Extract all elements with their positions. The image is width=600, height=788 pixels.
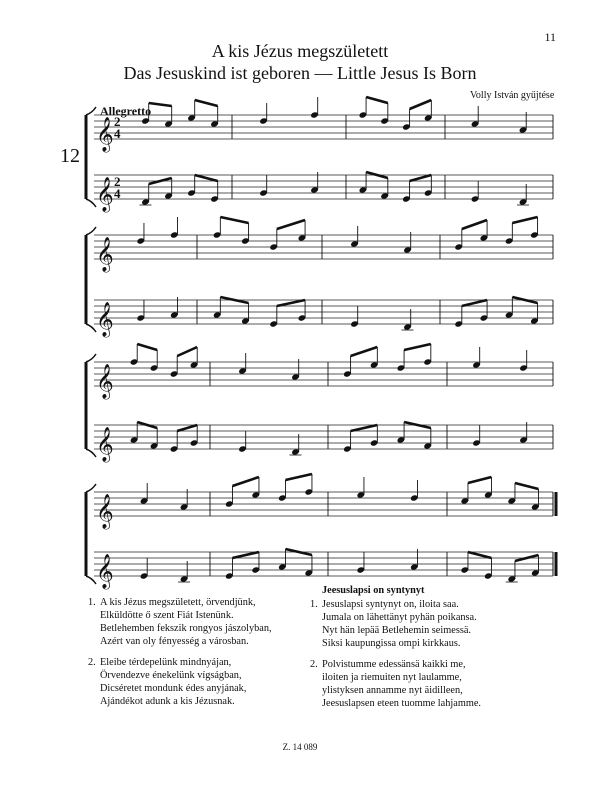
lyric-text: A kis Jézus megszületett, örvendjünk,	[100, 597, 256, 608]
lyric-line	[88, 596, 272, 609]
beam	[277, 220, 305, 229]
lyric-line	[310, 658, 481, 671]
beam	[351, 425, 378, 431]
title-german-english: Das Jesuskind ist geboren — Little Jesus Is Born	[123, 63, 477, 83]
lyric-line: Ajándékot adunk a kis Jézusnak.	[100, 696, 235, 707]
lyric-line: ylistyksen annamme nyt äidilleen,	[322, 685, 463, 696]
beam	[195, 100, 218, 106]
stanza-number: 2.	[88, 657, 96, 668]
tempo-marking: Allegretto	[100, 104, 152, 118]
treble-clef: 𝄞	[96, 302, 114, 337]
page-number: 11	[544, 30, 556, 44]
stanza-number: 1.	[310, 599, 318, 610]
lyric-text: Jesuslapsi syntynyt on, iloita saa.	[322, 599, 459, 610]
lyric-line: Dicséretet mondunk édes anyjának,	[100, 683, 247, 694]
bracket-hook	[86, 227, 96, 235]
bracket-hook	[86, 354, 96, 362]
lyric-line	[88, 656, 272, 669]
lyric-line: Elküldötte ő szent Fiát Istenünk.	[100, 610, 234, 621]
lyric-line: Nyt hän lepää Betlehemin seimessä.	[322, 625, 471, 636]
beam	[277, 300, 305, 306]
beam	[177, 347, 197, 356]
catalog-number: Z. 14 089	[282, 742, 318, 752]
treble-clef: 𝄞	[96, 494, 114, 529]
bracket-hook	[86, 449, 96, 457]
lyric-line: Jeesuslapsen eteen tuomme lahjamme.	[322, 698, 481, 709]
stanza-number: 1.	[88, 597, 96, 608]
treble-clef: 𝄞	[96, 427, 114, 462]
treble-clef: 𝄞	[96, 237, 114, 272]
beam	[232, 552, 259, 558]
beam	[515, 483, 539, 489]
bracket-hook	[86, 107, 96, 115]
beam	[285, 474, 312, 480]
lyric-text: Eleibe térdepelünk mindnyájan,	[100, 657, 232, 668]
collector-credit: Volly István gyűjtése	[470, 90, 555, 101]
lyric-line: Örvendezve énekelünk vígságban,	[100, 670, 242, 681]
bracket-hook	[86, 324, 96, 332]
beam	[468, 552, 492, 558]
lyric-line	[310, 598, 481, 611]
lyric-line: Siksi kaupungissa ompi kirkkaus.	[322, 638, 461, 649]
beam	[137, 344, 157, 350]
beam	[462, 300, 487, 306]
finnish-title: Jeesuslapsi on syntynyt	[322, 585, 425, 596]
treble-clef: 𝄞	[96, 177, 114, 212]
treble-clef: 𝄞	[96, 364, 114, 399]
beam	[177, 425, 197, 431]
bracket-hook	[86, 484, 96, 492]
beam	[462, 220, 487, 229]
lyrics-stanza	[88, 656, 272, 708]
lyrics-stanza	[88, 596, 272, 648]
treble-clef: 𝄞	[96, 554, 114, 589]
lyric-line: Betlehemben fekszik rongyos jászolyban,	[100, 623, 272, 634]
lyrics-stanza	[310, 598, 481, 650]
lyric-line: Jumala on lähettänyt pyhän poikansa.	[322, 612, 477, 623]
bracket-hook	[86, 199, 96, 207]
beam	[468, 477, 492, 483]
beam	[410, 175, 432, 181]
beam	[404, 344, 431, 350]
beam	[232, 477, 259, 486]
beam	[366, 97, 388, 103]
time-signature-denominator: 4	[114, 126, 121, 141]
piece-number: 12	[60, 145, 80, 167]
treble-clef: 𝄞	[96, 117, 114, 152]
lyrics-stanza	[310, 658, 481, 710]
time-signature-numerator: 2	[114, 174, 121, 189]
beam	[512, 217, 537, 223]
bracket-hook	[86, 576, 96, 584]
time-signature-denominator: 4	[114, 186, 121, 201]
beam	[410, 100, 432, 109]
beam	[351, 347, 378, 356]
time-signature-numerator: 2	[114, 114, 121, 129]
lyric-text: Polvistumme edessänsä kaikki me,	[322, 659, 466, 670]
stanza-number: 2.	[310, 659, 318, 670]
lyric-line: iloiten ja riemuiten nyt laulamme,	[322, 672, 462, 683]
lyric-line: Azért van oly fényesség a városban.	[100, 636, 249, 647]
lyrics-hungarian	[88, 596, 272, 716]
beam	[220, 217, 248, 223]
beam	[195, 175, 218, 181]
title-hungarian: A kis Jézus megszületett	[211, 41, 389, 61]
lyrics-finnish	[310, 584, 481, 718]
beam	[149, 103, 172, 106]
